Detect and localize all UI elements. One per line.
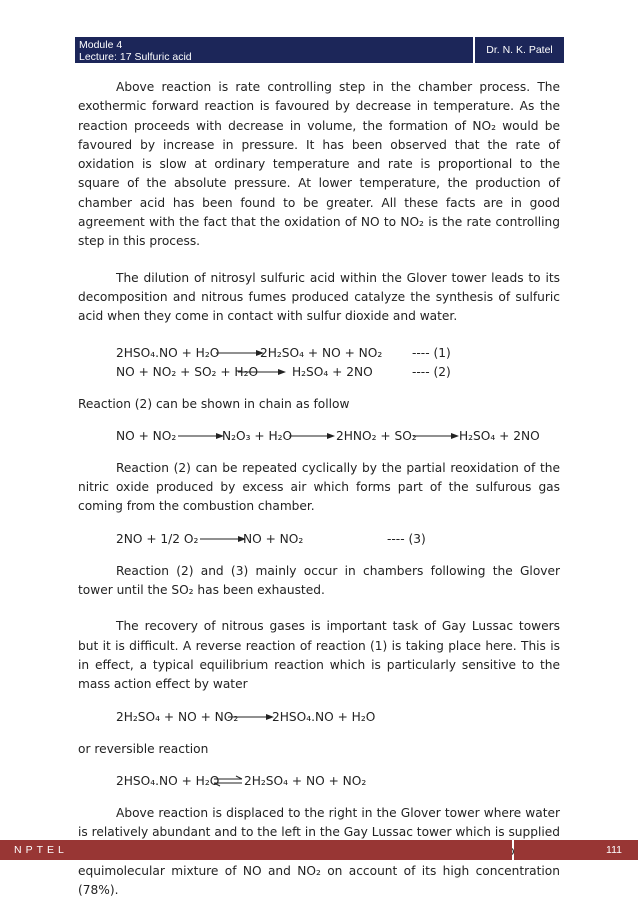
- author-label: Dr. N. K. Patel: [475, 37, 564, 63]
- paragraph: Reaction (2) can be repeated cyclically by the partial reoxidation of the nitric oxide produced by excess air which forms part of the sulfurous gas coming from the combustion chamber.: [78, 460, 560, 514]
- equation-left: 2HSO₄.NO + H₂O: [116, 773, 220, 788]
- paragraph: The dilution of nitrosyl sulfuric acid within the Glover tower leads to its decomposition and nitrous fumes produced catalyze the synthesis of sulfuric acid when they come in contact with sulfur dioxide and water.: [78, 270, 560, 324]
- right-arrow-icon: [413, 427, 459, 446]
- equation-left: 2NO + 1/2 O₂: [116, 531, 199, 546]
- equation-tag: ---- (3): [387, 531, 426, 546]
- paragraph: Reaction (2) and (3) mainly occur in chambers following the Glover tower until the SO₂ has been exhausted.: [78, 563, 560, 598]
- page-number: 111: [514, 840, 638, 860]
- equation-left: 2HSO₄.NO + H₂O: [116, 345, 220, 360]
- right-arrow-icon: [238, 363, 286, 382]
- equation-tag: ---- (2): [412, 364, 451, 379]
- paragraph: The recovery of nitrous gases is important task of Gay Lussac towers but it is difficult. A reverse reaction of reaction (1) is taking place here. This is in effect, a typical equilibrium reaction which is particularly sensitive to the mass action effect by water: [78, 619, 560, 692]
- equation-right: H₂SO₄ + 2NO: [292, 364, 373, 379]
- right-arrow-icon: [216, 344, 264, 363]
- paragraph: or reversible reaction: [78, 741, 209, 756]
- equation-right: 2H₂SO₄ + NO + NO₂: [244, 773, 367, 788]
- equation-5: [78, 772, 560, 791]
- right-arrow-icon: [200, 530, 246, 549]
- chain-step: H₂SO₄ + 2NO: [459, 428, 540, 443]
- equation-left: 2H₂SO₄ + NO + NO₂: [116, 709, 239, 724]
- paragraph: Above reaction is rate controlling step in the chamber process. The exothermic forward reaction is favoured by decrease in temperature. As the reaction proceeds with decrease in volume, the formation of NO₂ would be favoured by increase in pressure. It has been observed that the rate of oxidation is slow at ordinary temperature and rate is proportional to the square of the absolute pressure. At lower temperature, the production of chamber acid has been found to be greater. All these facts are in good agreement with the fact that the oxidation of NO to NO₂ is the rate controlling step in this process.: [78, 80, 560, 249]
- chain-step: 2HNO₂ + SO₂: [336, 428, 417, 443]
- equation-tag: ---- (1): [412, 345, 451, 360]
- right-arrow-icon: [228, 708, 274, 727]
- paragraph: Reaction (2) can be shown in chain as follow: [78, 396, 350, 411]
- chain-step: NO + NO₂: [116, 428, 177, 443]
- equation-right: 2H₂SO₄ + NO + NO₂: [260, 345, 383, 360]
- equation-right: 2HSO₄.NO + H₂O: [272, 709, 376, 724]
- equation-chain: [78, 427, 560, 446]
- equation-3: [78, 530, 560, 549]
- equation-2: [78, 363, 560, 382]
- page-content: [78, 78, 560, 900]
- equation-1: [78, 344, 560, 363]
- equation-4: [78, 708, 560, 727]
- lecture-label: Lecture: 17 Sulfuric acid: [79, 51, 192, 63]
- paragraph: Above reaction is displaced to the right in the Glover tower where water is relatively abundant and to the left in the Gay Lussac tower which is supplied equimolecular mixture of NO and NO₂ on account of its high concentration (78%).: [78, 805, 560, 898]
- equation-right: NO + NO₂: [243, 531, 304, 546]
- equation-left: NO + NO₂ + SO₂ + H₂O: [116, 364, 259, 379]
- header-module-box: [75, 37, 473, 63]
- chain-step: N₂O₃ + H₂O: [222, 428, 293, 443]
- equilibrium-arrow-icon: [212, 772, 244, 791]
- footer-nptel: NPTEL: [0, 840, 512, 860]
- module-label: Module 4: [79, 39, 123, 51]
- right-arrow-icon: [178, 427, 224, 446]
- right-arrow-icon: [289, 427, 335, 446]
